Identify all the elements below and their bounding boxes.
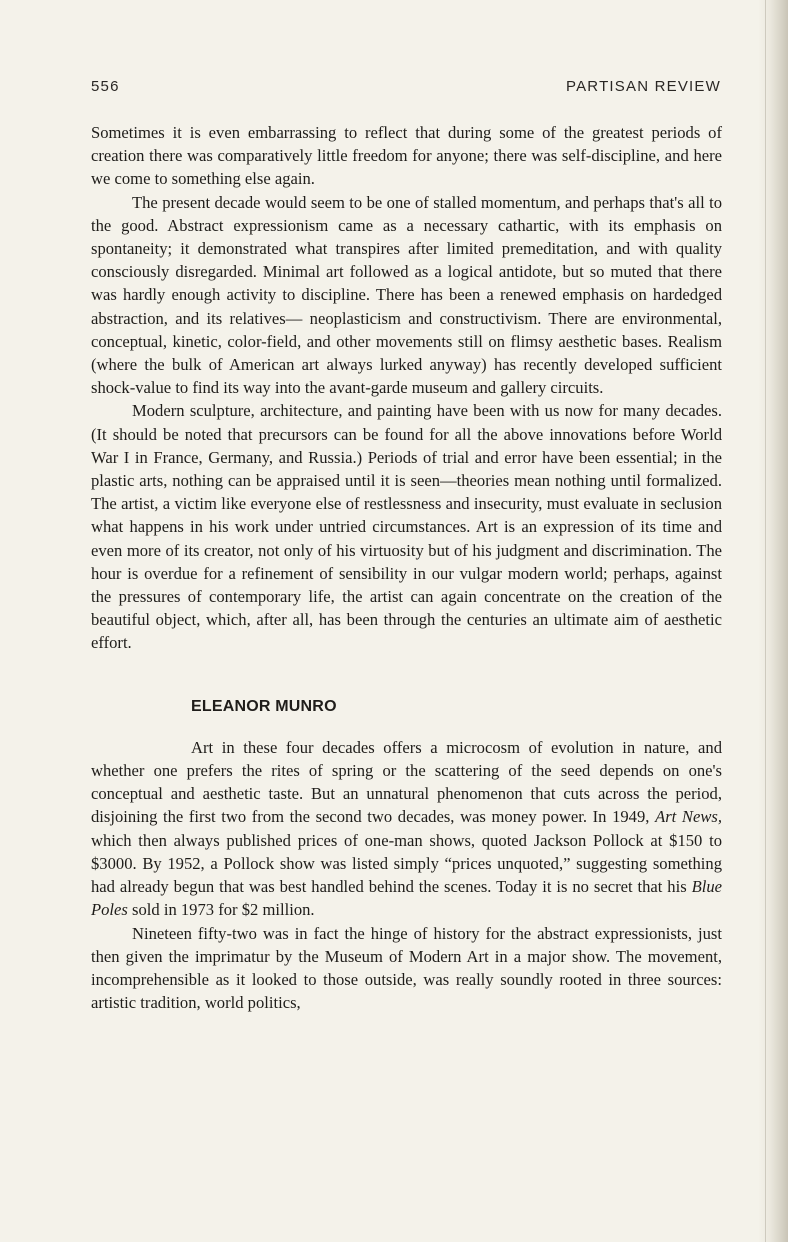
section-heading: ELEANOR MUNRO <box>191 697 337 715</box>
paragraph <box>91 736 722 922</box>
paragraph-text: Art in these four decades offers a microcosm of evolution in nature, and whether one prefers the rites of spring or the scattering of the seed depends on one's conceptual and aesthetic taste. But an unnatural phenomenon that cuts across the period, disjoining the first two from the second two decades, was money power. In 1949, <box>91 737 722 827</box>
publication-title: Art News, <box>655 807 723 827</box>
paragraph: Nineteen fifty-two was in fact the hinge of history for the abstract expressionists, just then given the imprimatur by the Museum of Modern Art in a major show. The movement, incomprehensible as it looked to those outside, was really soundly rooted in three sources: artistic tradition, world politics, <box>91 923 722 1013</box>
article-body <box>91 121 722 1014</box>
artwork-title: Blue Poles <box>91 877 722 920</box>
paragraph: The present decade would seem to be one of stalled momentum, and perhaps that's all to the good. Abstract expressionism came as a necessary cathartic, with its emphasis on spontaneity; it demonstrated what transpires after limited premeditation, and with quality consciously disregarded. Minimal art followed as a logical antidote, but so muted that there was hardly enough activity to discipline. There has been a renewed emphasis on hardedged abstraction, and its relatives— neoplasticism and constructivism. There are environmental, conceptual, kinetic, color-field, and other movements still on flimsy aesthetic bases. Realism (where the bulk of American art always lurked anyway) has recently developed sufficient shock-value to find its way into the avant-garde museum and gallery circuits. <box>91 192 722 398</box>
paragraph: Modern sculpture, architecture, and painting have been with us now for many decades. (It should be noted that precursors can be found for all the above innovations before World War I in France, Germany, and Russia.) Periods of trial and error have been essential; in the plastic arts, nothing can be appraised until it is seen—theories mean nothing until formalized. The artist, a victim like everyone else of restlessness and insecurity, must evaluate in seclusion what happens in his work under untried circumstances. Art is an expression of its time and even more of its creator, not only of his virtuosity but of his judgment and discrimination. The hour is overdue for a refinement of sensibility in our vulgar modern world; perhaps, against the pressures of contemporary life, the artist can again concentrate on the creation of the beautiful object, which, after all, has been through the centuries an ultimate aim of aesthetic effort. <box>91 401 722 653</box>
journal-title: PARTISAN REVIEW <box>566 78 721 95</box>
paragraph-text: which then always published prices of one-man shows, quoted Jackson Pollock at $150 to $3000. By 1952, a Pollock show was listed simply “prices unquoted,” suggesting something had already begun that was best handled behind the scenes. Today it is no secret that his <box>91 830 722 897</box>
paragraph: Sometimes it is even embarrassing to reflect that during some of the greatest periods of creation there was comparatively little freedom for anyone; there was self-discipline, and here we come to something else again. <box>91 123 722 189</box>
book-gutter-shadow <box>758 0 788 1242</box>
page-number: 556 <box>91 78 120 95</box>
gutter-edge-line <box>765 0 766 1242</box>
paragraph-text: sold in 1973 for $2 million. <box>127 900 315 920</box>
running-head <box>91 78 721 100</box>
